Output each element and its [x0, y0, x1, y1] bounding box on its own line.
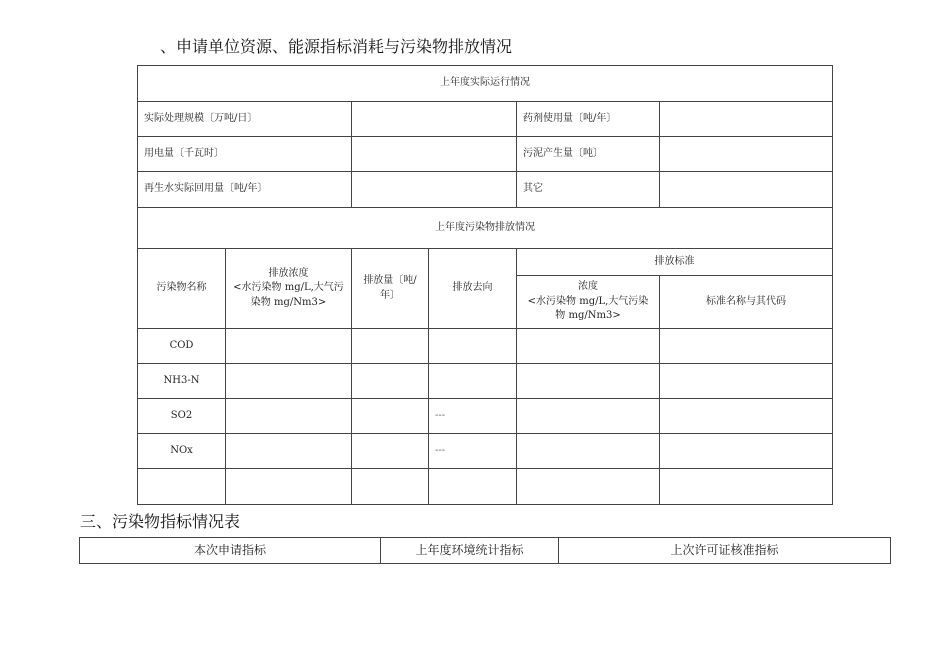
col-current-application-indicator: 本次申请指标	[80, 538, 381, 564]
pollutant-name: NH3-N	[138, 364, 226, 399]
label-chemical-usage: 药剂使用量〔吨/年〕	[517, 102, 660, 137]
label-sludge: 污泥产生量〔吨〕	[517, 137, 660, 172]
pollutant-indicator-table	[79, 537, 891, 564]
table-row	[138, 364, 833, 399]
pollutant-name: COD	[138, 329, 226, 364]
section-3-title: 三、污染物指标情况表	[80, 512, 241, 531]
table-row	[138, 469, 833, 505]
pollutant-destination: ---	[429, 434, 517, 469]
emission-section-header: 上年度污染物排放情况	[138, 208, 833, 249]
value-reclaimed-water	[352, 172, 517, 208]
col-previous-permit-indicator: 上次许可证核准指标	[559, 538, 891, 564]
pollutant-name: SO2	[138, 399, 226, 434]
resource-emission-table	[137, 65, 833, 505]
col-emission-standard: 排放标准	[517, 249, 833, 276]
section-2-title: 、申请单位资源、能源指标消耗与污染物排放情况	[160, 37, 513, 56]
col-standard-concentration	[517, 276, 660, 329]
value-electricity	[352, 137, 517, 172]
col-emission-concentration	[226, 249, 352, 329]
col-emission-concentration-line2: <水污染物 mg/L,大气污染物 mg/Nm3>	[233, 282, 344, 308]
value-chemical-usage	[660, 102, 833, 137]
col-standard-concentration-line2: <水污染物 mg/L,大气污染物 mg/Nm3>	[527, 295, 649, 322]
col-standard-concentration-line1: 浓度	[578, 281, 598, 293]
col-pollutant-name: 污染物名称	[138, 249, 226, 329]
table-row	[138, 399, 833, 434]
pollutant-name	[138, 469, 226, 505]
table-row	[138, 329, 833, 364]
label-treatment-scale: 实际处理规模〔万吨/日〕	[138, 102, 352, 137]
label-other: 其它	[517, 172, 660, 208]
label-reclaimed-water: 再生水实际回用量〔吨/年〕	[138, 172, 352, 208]
pollutant-destination	[429, 469, 517, 505]
pollutant-destination: ---	[429, 399, 517, 434]
pollutant-destination	[429, 364, 517, 399]
value-treatment-scale	[352, 102, 517, 137]
label-electricity: 用电量〔千瓦时〕	[138, 137, 352, 172]
col-standard-name-code: 标准名称与其代码	[660, 276, 833, 329]
value-other	[660, 172, 833, 208]
operation-section-header: 上年度实际运行情况	[138, 66, 833, 102]
col-last-year-statistics-indicator: 上年度环境统计指标	[381, 538, 559, 564]
pollutant-destination	[429, 329, 517, 364]
col-emission-concentration-line1: 排放浓度	[268, 267, 309, 279]
pollutant-name: NOx	[138, 434, 226, 469]
col-emission-destination: 排放去向	[429, 249, 517, 329]
table-row	[138, 434, 833, 469]
value-sludge	[660, 137, 833, 172]
col-emission-amount: 排放量〔吨/年〕	[352, 249, 429, 329]
